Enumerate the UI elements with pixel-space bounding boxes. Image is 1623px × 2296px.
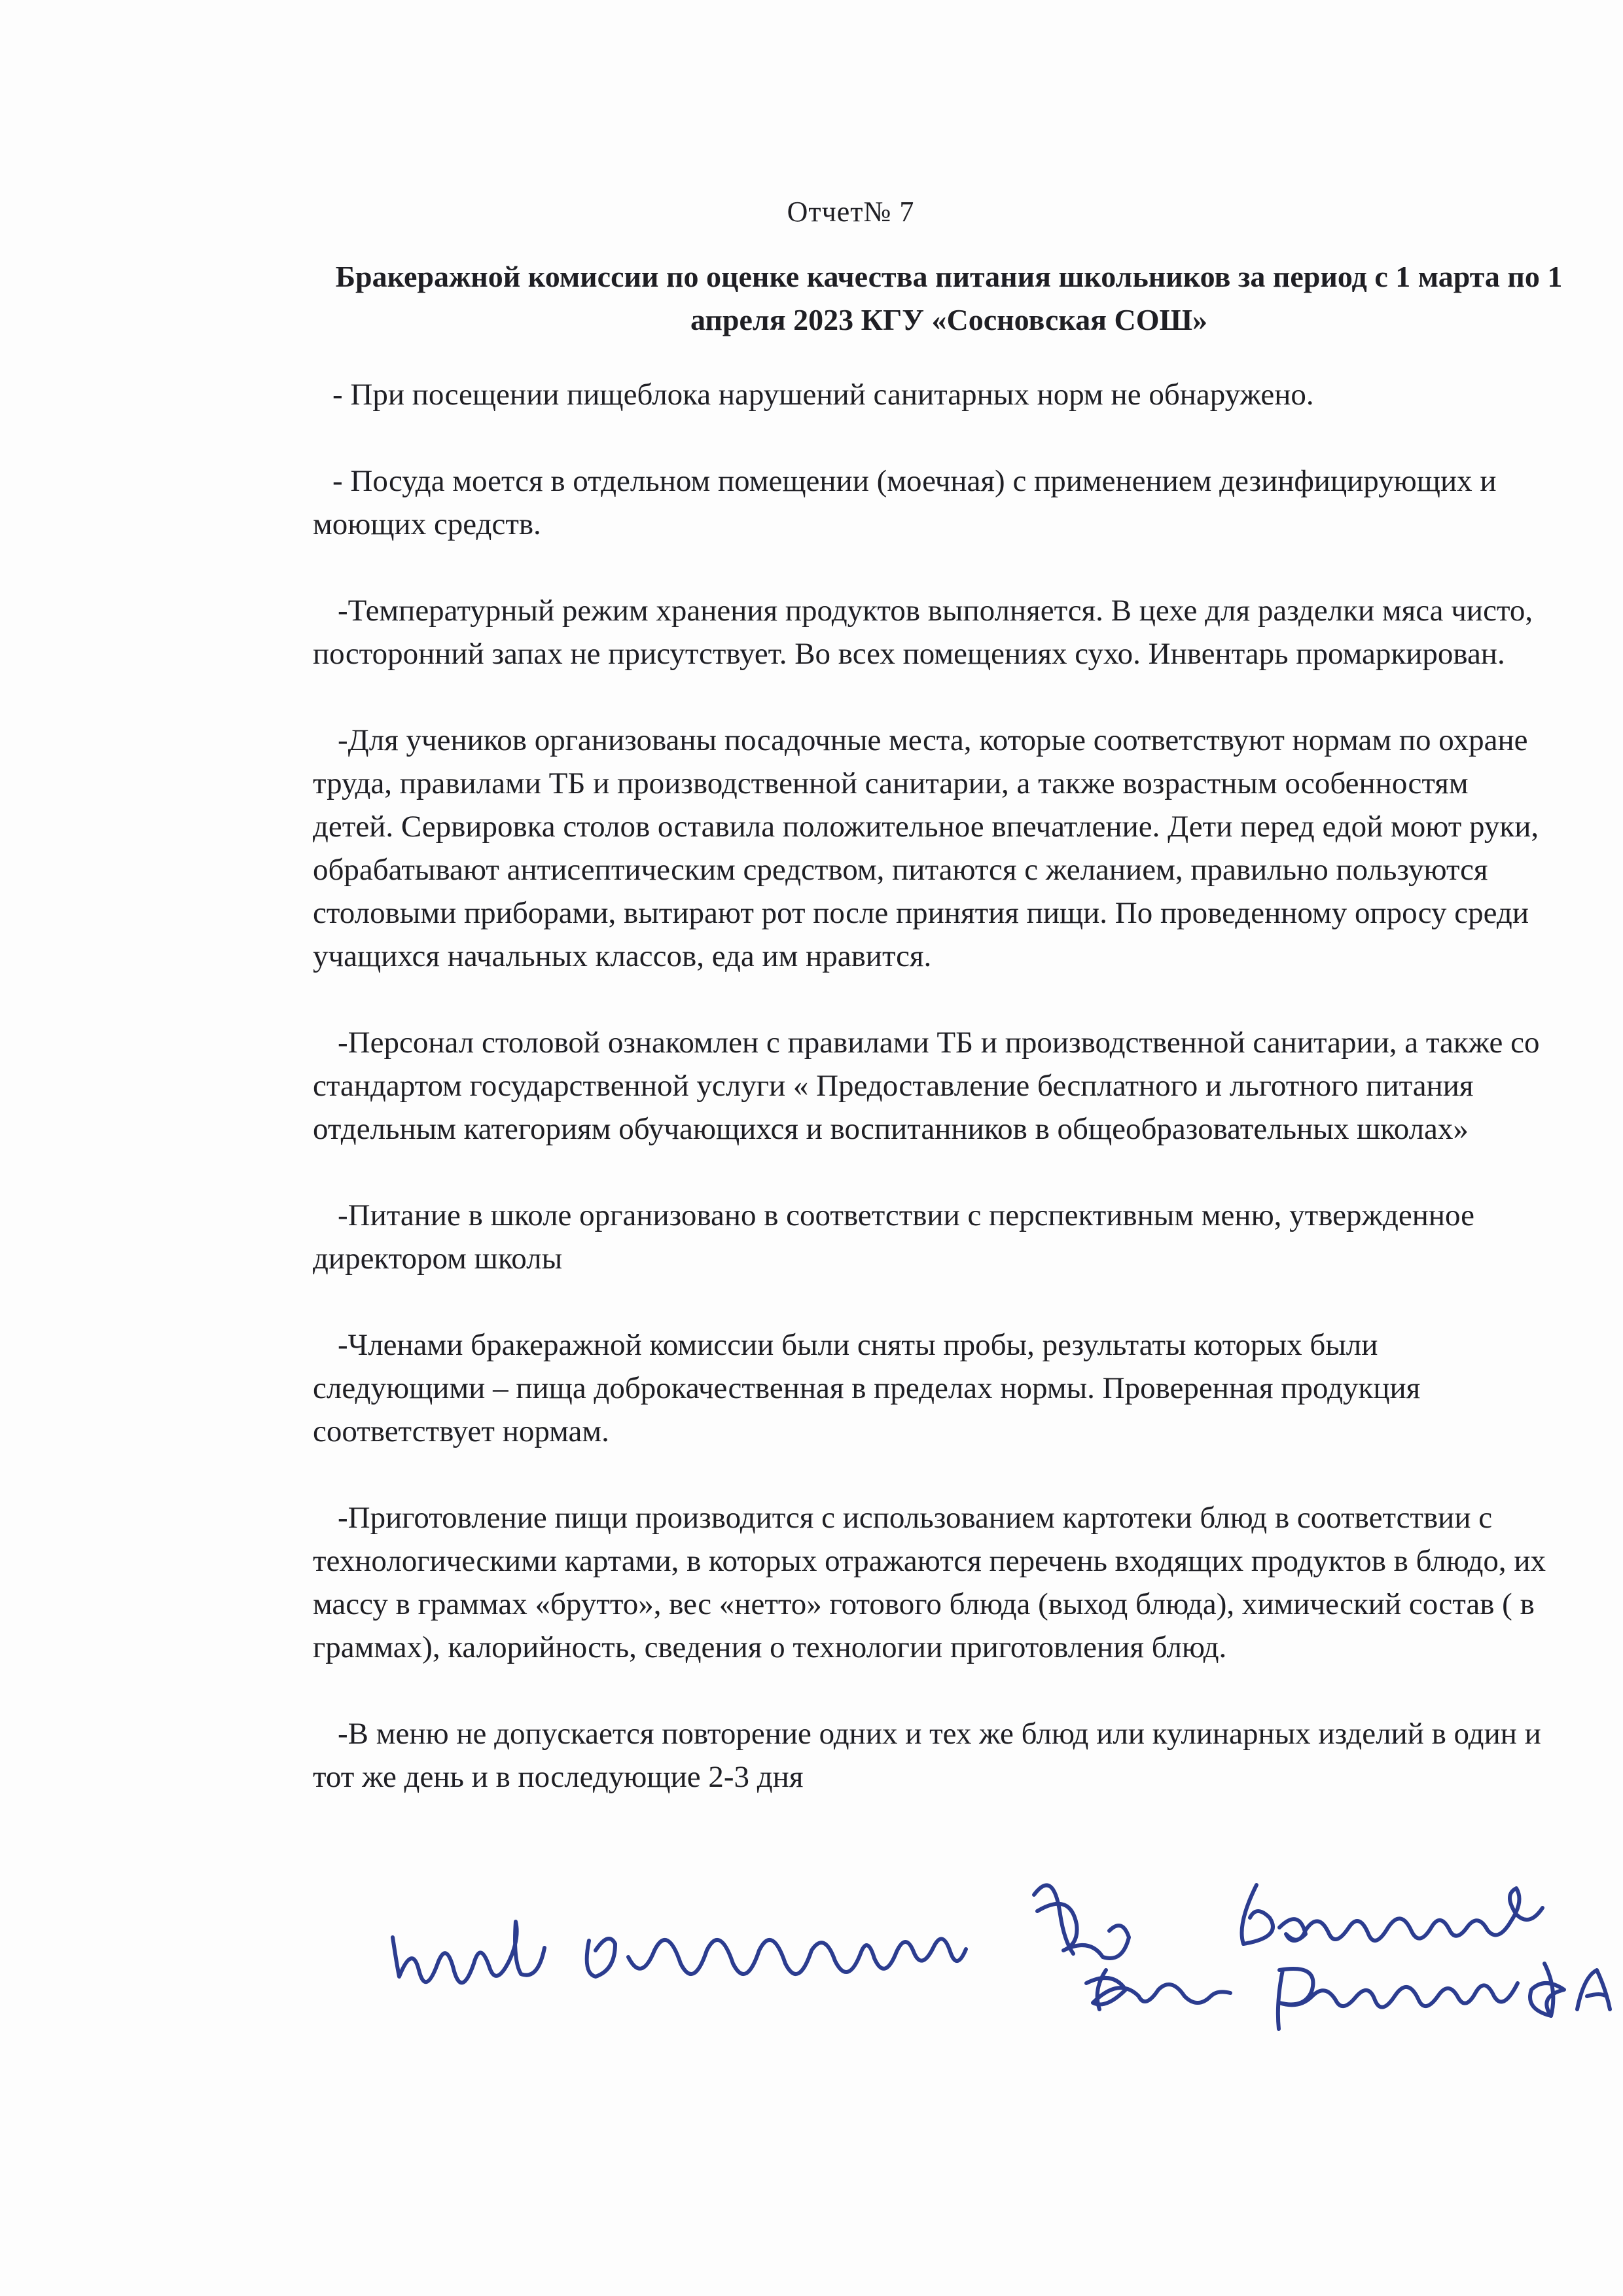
signature-initials-1	[1034, 1885, 1129, 1958]
paragraph-2: - Посуда моется в отдельном помещении (моечная) с применением дезинфицирующих и моющих средств.	[313, 464, 1497, 541]
handwritten-label-signature	[393, 1922, 966, 1982]
paragraph-6: -Питание в школе организовано в соответствии с перспективным меню, утвержденное директором школы	[313, 1198, 1474, 1276]
signature-basmanyeva	[1242, 1885, 1543, 1944]
paragraph-7: -Членами бракеражной комиссии были сняты пробы, результаты которых были следующими – пища доброкачественная в пределах нормы. Проверенная продукция соответствует нормам.	[313, 1328, 1421, 1448]
paragraph-9: -В меню не допускается повторение одних и тех же блюд или кулинарных изделий в один и тот же день и в последующие 2-3 дня	[313, 1717, 1541, 1794]
signature-radionova	[1278, 1964, 1610, 2029]
paragraph-5: -Персонал столовой ознакомлен с правилами ТБ и производственной санитарии, а также со стандартом государственной услуги « Предоставление бесплатного и льготного питания отдельным категориям обучающихся и воспитанников в общеобразовательных школах»	[313, 1026, 1540, 1146]
report-number: Отчет№ 7	[787, 196, 915, 228]
paragraph-4: -Для учеников организованы посадочные места, которые соответствуют нормам по охране труда, правилами ТБ и производственной санитарии, а также возрастным особенностям детей. Сервировка столов оставила положительное впечатление. Дети перед едой моют руки, обрабатывают антисептическим средством, питаются с желанием, правильно пользуются столовыми приборами, вытирают рот после принятия пищи. По проведенному опросу среди учащихся начальных классов, еда им нравится.	[313, 723, 1539, 973]
report-body	[313, 373, 1556, 1842]
report-title: Бракеражной комиссии по оценке качества питания школьников за период с 1 марта по 1 апреля 2023 КГУ «Сосновская СОШ»	[335, 260, 1563, 336]
paragraph-1: - При посещении пищеблока нарушений санитарных норм не обнаружено.	[332, 378, 1314, 412]
signature-initials-2	[1086, 1970, 1230, 2009]
paragraph-8: -Приготовление пищи производится с использованием картотеки блюд в соответствии с технологическими картами, в которых отражаются перечень входящих продуктов в блюдо, их массу в граммах «брутто», вес «нетто» готового блюда (выход блюда), химический состав ( в граммах), калорийность, сведения о технологии приготовления блюд.	[313, 1501, 1546, 1664]
paragraph-3: -Температурный режим хранения продуктов выполняется. В цехе для разделки мяса чисто, посторонний запах не присутствует. Во всех помещениях сухо. Инвентарь промаркирован.	[313, 594, 1533, 671]
